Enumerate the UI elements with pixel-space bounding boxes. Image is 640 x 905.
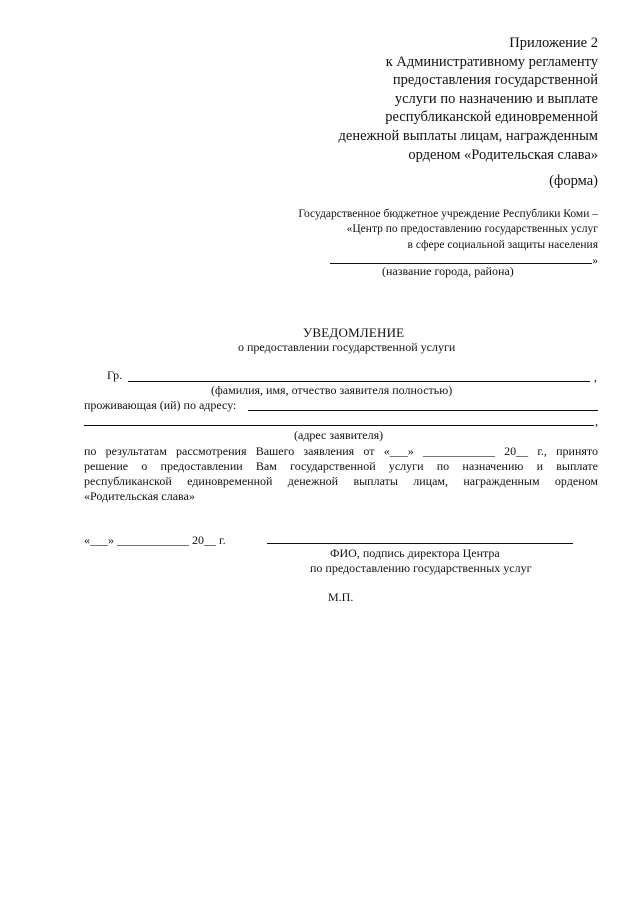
appendix-line: республиканской единовременной [385, 109, 598, 126]
address-line-2[interactable] [84, 425, 594, 426]
addressee-block [218, 207, 598, 269]
appendix-line: денежной выплаты лицам, награжденным [338, 127, 598, 144]
name-hint: (фамилия, имя, отчество заявителя полностью) [211, 383, 453, 397]
city-hint: (название города, района) [382, 264, 514, 278]
notice-subtitle: о предоставлении государственной услуги [238, 340, 456, 354]
address-comma: , [595, 414, 598, 428]
signature-line[interactable] [267, 543, 573, 544]
applicant-name-line[interactable] [128, 381, 590, 382]
signature-date: «___» ____________ 20__ г. [84, 533, 226, 547]
citizen-prefix: Гр. [107, 368, 123, 382]
form-label: (форма) [549, 173, 598, 189]
name-comma: , [594, 370, 597, 384]
decision-line-4: «Родительская слава» [84, 489, 195, 503]
addressee-line: в сфере социальной защиты населения [407, 238, 598, 251]
signature-caption-2: по предоставлению государственных услуг [310, 561, 532, 575]
closing-quote: » [592, 254, 598, 267]
addressee-line: Государственное бюджетное учреждение Республики Коми – [298, 208, 598, 220]
decision-line-1: по результатам рассмотрения Вашего заявления от «___» ____________ 20__ г., принято [84, 444, 598, 458]
appendix-line: орденом «Родительская слава» [408, 146, 598, 163]
decision-line-3: республиканской единовременной денежной выплаты лицам, награжденным орденом [84, 474, 598, 488]
signature-caption-1: ФИО, подпись директора Центра [330, 546, 500, 560]
stamp-place: М.П. [328, 590, 354, 604]
appendix-line: предоставления государственной [392, 72, 598, 89]
appendix-line: к Административному регламенту [385, 53, 598, 70]
addressee-line: «Центр по предоставлению государственных услуг [346, 223, 598, 236]
decision-line-2: решение о предоставлении Вам государственной услуги по назначению и выплате [84, 459, 598, 473]
appendix-header [278, 34, 598, 164]
address-label: проживающая (ий) по адресу: [84, 398, 237, 412]
address-line-1[interactable] [248, 410, 598, 411]
appendix-line: Приложение 2 [509, 35, 598, 51]
city-blank-line[interactable] [330, 253, 592, 264]
appendix-line: услуги по назначению и выплате [394, 90, 598, 107]
address-hint: (адрес заявителя) [294, 428, 384, 442]
notice-title: УВЕДОМЛЕНИЕ [303, 325, 405, 340]
